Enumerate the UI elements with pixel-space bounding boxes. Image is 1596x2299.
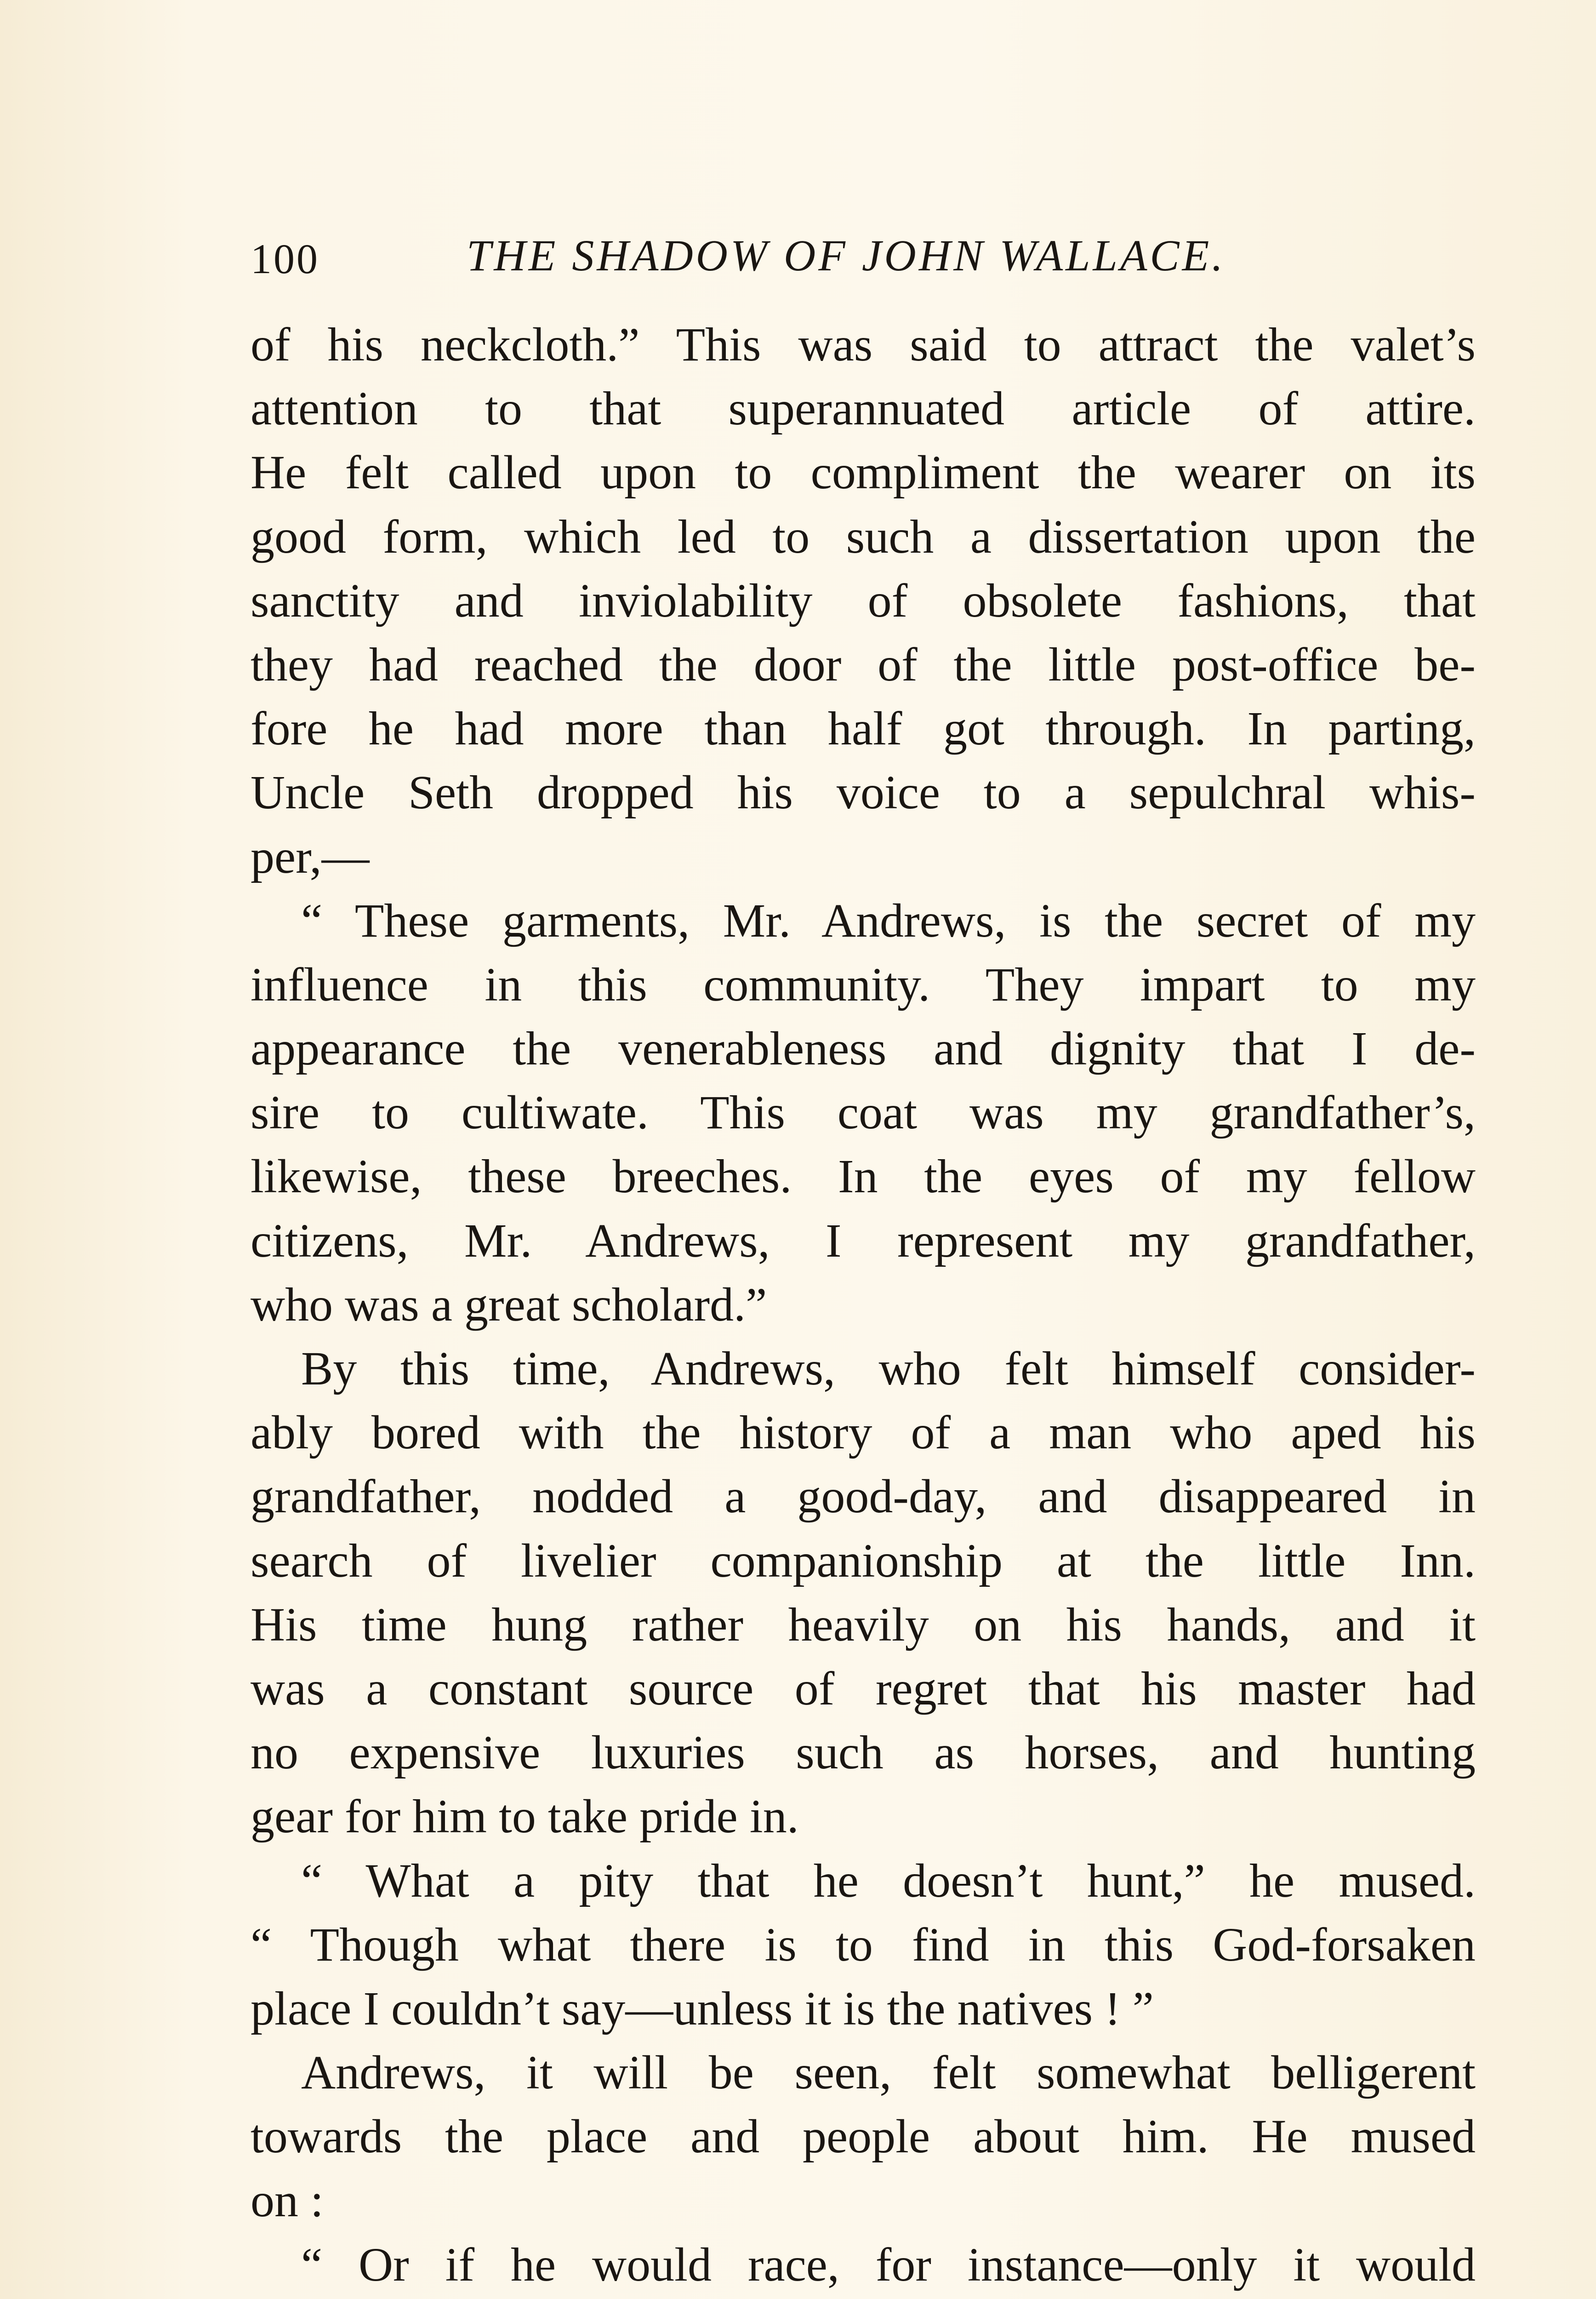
text-line: ably bored with the history of a man who aped his xyxy=(251,1406,1476,1459)
text-line: By this time, Andrews, who felt himself consider- xyxy=(301,1342,1476,1395)
text-line: “ Or if he would race, for instance—only it would xyxy=(301,2238,1476,2291)
text-line: fore he had more than half got through. In parting, xyxy=(251,702,1476,755)
text-line: towards the place and people about him. He mused xyxy=(251,2110,1476,2163)
text-line: grandfather, nodded a good-day, and disappeared in xyxy=(251,1470,1476,1523)
text-line xyxy=(251,2297,1476,2299)
text-line: place I couldn’t say—unless it is the natives ! ” xyxy=(251,1982,1154,2035)
text-line: Andrews, it will be seen, felt somewhat belligerent xyxy=(301,2046,1476,2099)
text-line: good form, which led to such a dissertation upon the xyxy=(251,510,1476,563)
text-line: appearance the venerableness and dignity that I de- xyxy=(251,1022,1476,1075)
text-line: they had reached the door of the little post-office be- xyxy=(251,638,1476,691)
text-line: search of livelier companionship at the little Inn. xyxy=(251,1534,1476,1587)
text-line: attention to that superannuated article of attire. xyxy=(251,382,1476,435)
text-line: Uncle Seth dropped his voice to a sepulchral whis- xyxy=(251,766,1476,819)
text-line: sanctity and inviolability of obsolete fashions, that xyxy=(251,574,1476,627)
text-line: per,— xyxy=(251,830,370,883)
text-line: influence in this community. They impart to my xyxy=(251,958,1476,1011)
text-line: no expensive luxuries such as horses, and hunting xyxy=(251,1726,1476,1779)
page-header xyxy=(251,216,1269,280)
page-number: 100 xyxy=(251,235,319,282)
text-line: of his neckcloth.” This was said to attract the valet’s xyxy=(251,318,1476,371)
text-line: “ Though what there is to find in this God-forsaken xyxy=(251,1918,1476,1971)
text-line: He felt called upon to compliment the wearer on its xyxy=(251,446,1476,499)
body-text xyxy=(251,313,1476,2299)
text-line: likewise, these breeches. In the eyes of my fellow xyxy=(251,1150,1476,1203)
running-title: THE SHADOW OF JOHN WALLACE. xyxy=(467,231,1226,280)
text-line: was a constant source of regret that his master had xyxy=(251,1662,1476,1715)
text-line: sire to cultiwate. This coat was my grandfather’s, xyxy=(251,1086,1476,1139)
text-line: “ These garments, Mr. Andrews, is the secret of my xyxy=(301,894,1476,947)
text-line: “ What a pity that he doesn’t hunt,” he mused. xyxy=(301,1854,1476,1907)
text-line: His time hung rather heavily on his hands, and it xyxy=(251,1598,1476,1651)
text-line: citizens, Mr. Andrews, I represent my grandfather, xyxy=(251,1214,1476,1267)
text-line: gear for him to take pride in. xyxy=(251,1790,799,1843)
text-line: who was a great scholard.” xyxy=(251,1278,767,1331)
text-line: on : xyxy=(251,2174,324,2227)
